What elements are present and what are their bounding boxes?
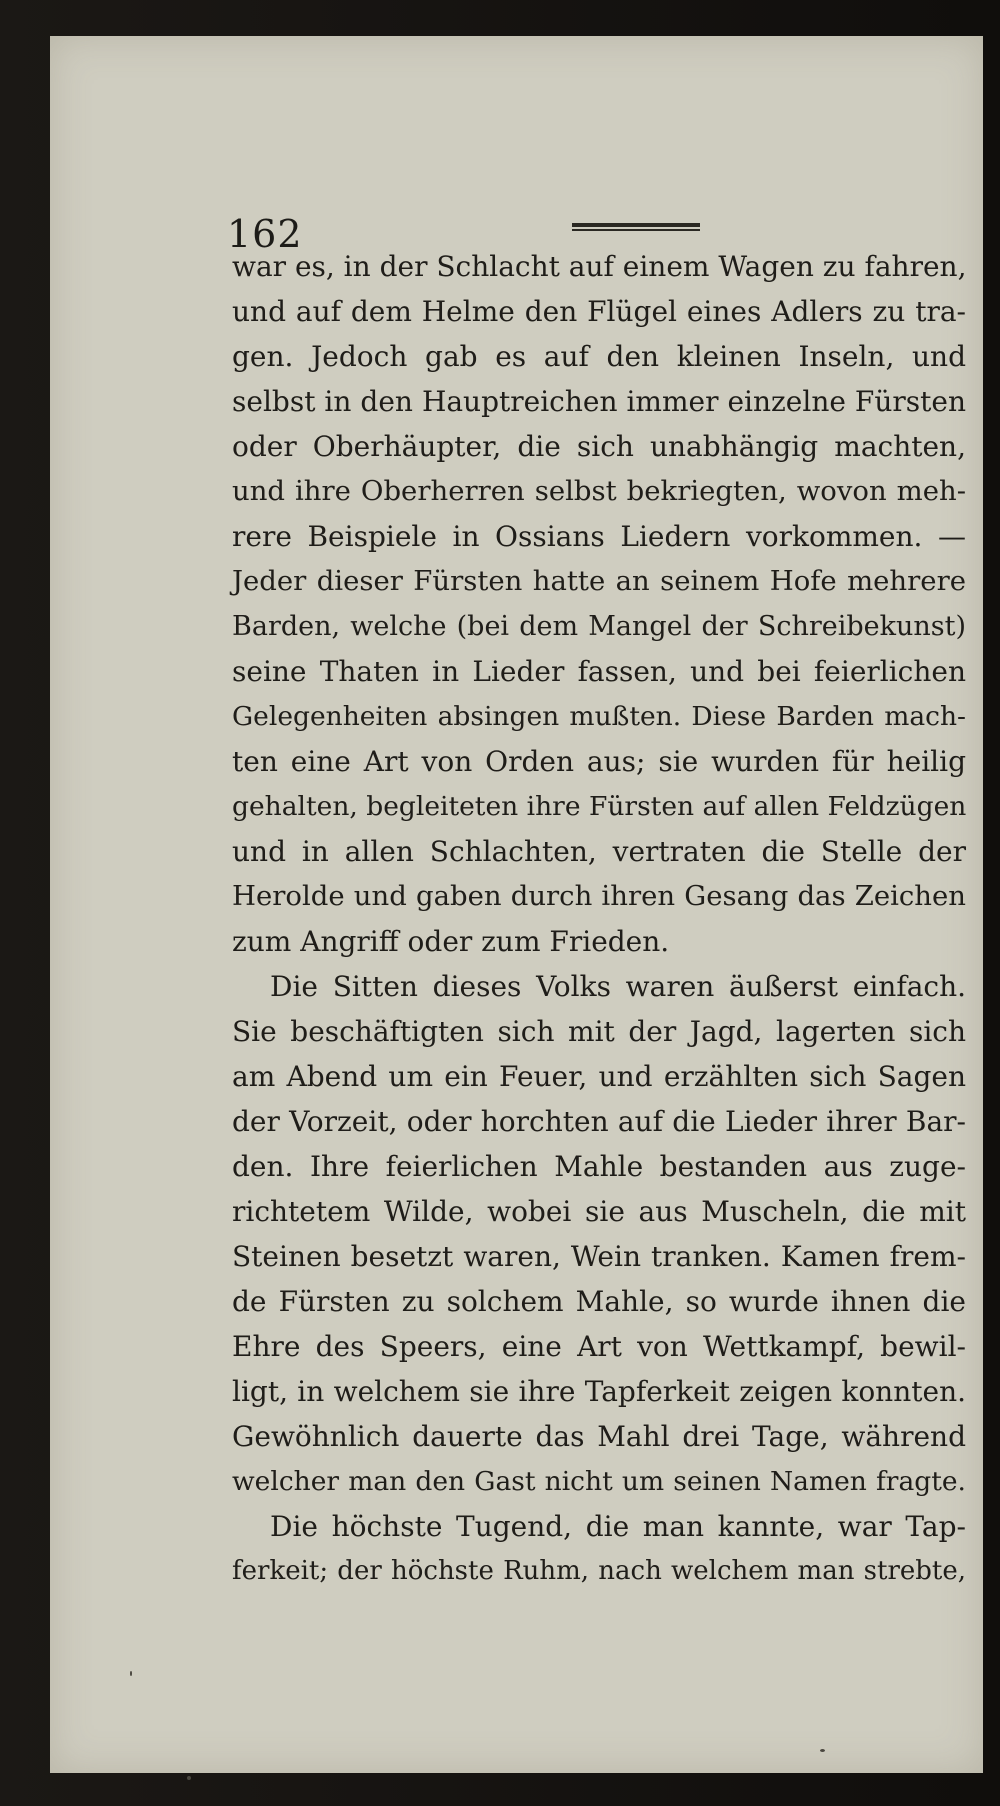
- paper-speck: [130, 1671, 132, 1676]
- text-line: am Abend um ein Feuer, und erzählten sich Sagen: [232, 1060, 966, 1093]
- text-line: zum Angriff oder zum Frieden.: [232, 925, 670, 958]
- text-line: der Vorzeit, oder horchten auf die Lieder ihrer Bar-: [232, 1105, 966, 1138]
- text-line: und auf dem Helme den Flügel eines Adlers zu tra-: [232, 295, 966, 328]
- text-line: gen. Jedoch gab es auf den kleinen Inseln, und: [232, 340, 966, 373]
- text-line: und ihre Oberherren selbst bekriegten, wovon meh-: [232, 475, 966, 507]
- text-line: Ehre des Speers, eine Art von Wettkampf, bewil-: [232, 1330, 966, 1363]
- text-line: Steinen besetzt waren, Wein tranken. Kamen frem-: [232, 1240, 966, 1273]
- text-line: gehalten, begleiteten ihre Fürsten auf allen Feldzügen: [232, 791, 967, 822]
- text-line: rere Beispiele in Ossians Liedern vorkommen. —: [232, 520, 966, 553]
- text-line: selbst in den Hauptreichen immer einzelne Fürsten: [232, 385, 966, 418]
- text-line: und in allen Schlachten, vertraten die Stelle der: [232, 835, 966, 868]
- text-line: richtetem Wilde, wobei sie aus Muscheln, die mit: [232, 1195, 966, 1228]
- text-line: ferkeit; der höchste Ruhm, nach welchem man strebte,: [232, 1556, 966, 1586]
- text-line: ligt, in welchem sie ihre Tapferkeit zeigen konnten.: [232, 1375, 966, 1408]
- paper-speck: [820, 1749, 825, 1752]
- text-line: de Fürsten zu solchem Mahle, so wurde ihnen die: [232, 1285, 966, 1318]
- text-line: Barden, welche (bei dem Mangel der Schreibekunst): [232, 611, 966, 642]
- page-number: 162: [227, 212, 303, 256]
- text-line: den. Ihre feierlichen Mahle bestanden aus zuge-: [232, 1150, 966, 1183]
- text-line: seine Thaten in Lieder fassen, und bei feierlichen: [232, 655, 966, 688]
- text-line: war es, in der Schlacht auf einem Wagen zu fahren,: [232, 250, 967, 283]
- paper-speck: [187, 1776, 191, 1780]
- text-line: Sie beschäftigten sich mit der Jagd, lagerten sich: [232, 1015, 966, 1048]
- text-line: Die höchste Tugend, die man kannte, war Tap-: [270, 1510, 966, 1543]
- text-line: Gelegenheiten absingen mußten. Diese Barden mach-: [232, 701, 966, 732]
- text-line: oder Oberhäupter, die sich unabhängig machten,: [232, 430, 966, 463]
- text-line: Jeder dieser Fürsten hatte an seinem Hofe mehrere: [232, 565, 966, 597]
- body-text: [232, 244, 966, 1594]
- text-line: ten eine Art von Orden aus; sie wurden für heilig: [232, 745, 966, 778]
- text-line: welcher man den Gast nicht um seinen Namen fragte.: [232, 1466, 966, 1497]
- text-line: Die Sitten dieses Volks waren äußerst einfach.: [270, 970, 966, 1003]
- header-rule: [572, 223, 700, 235]
- text-line: Herolde und gaben durch ihren Gesang das Zeichen: [232, 880, 966, 912]
- text-line: Gewöhnlich dauerte das Mahl drei Tage, während: [232, 1420, 966, 1453]
